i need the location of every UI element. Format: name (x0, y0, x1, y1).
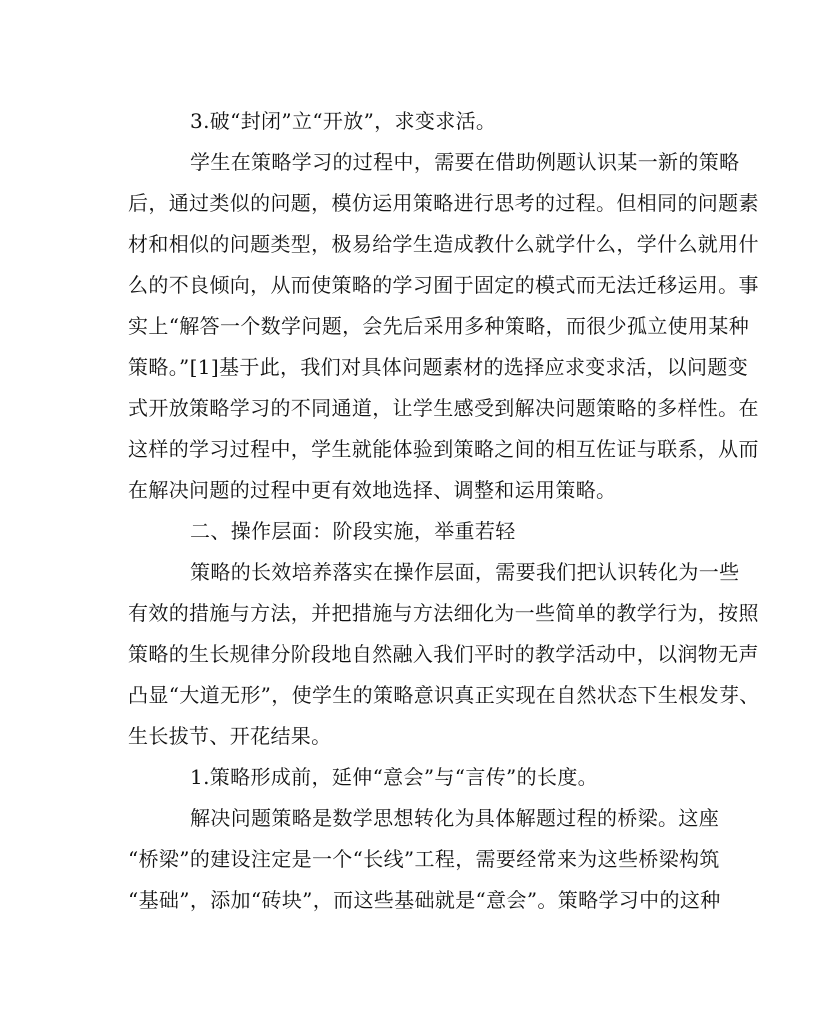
paragraph-line: 材和相似的问题类型，极易给学生造成教什么就学什么，学什么就用什 (128, 232, 759, 256)
paragraph-line: 解决问题策略是数学思想转化为具体解题过程的桥梁。这座 (190, 806, 720, 830)
paragraph-line: 式开放策略学习的不同通道，让学生感受到解决问题策略的多样性。在 (128, 396, 759, 420)
section-heading-2: 二、操作层面：阶段实施，举重若轻 (190, 519, 516, 543)
paragraph-line: 生长拔节、开花结果。 (128, 724, 332, 748)
paragraph-line: 策略的生长规律分阶段地自然融入我们平时的教学活动中，以润物无声 (128, 642, 759, 666)
paragraph-line: 后，通过类似的问题，模仿运用策略进行思考的过程。但相同的问题素 (128, 191, 759, 215)
paragraph-line: 凸显“大道无形”，使学生的策略意识真正实现在自然状态下生根发芽、 (128, 683, 760, 707)
paragraph-line: 这样的学习过程中，学生就能体验到策略之间的相互佐证与联系，从而 (128, 437, 759, 461)
paragraph-line: 实上“解答一个数学问题，会先后采用多种策略，而很少孤立使用某种 (128, 314, 750, 338)
section-heading-1: 1.策略形成前，延伸“意会”与“言传”的长度。 (190, 765, 599, 789)
paragraph-line: “基础”，添加“砖块”，而这些基础就是“意会”。策略学习中的这种 (128, 888, 721, 912)
paragraph-line: 策略的长效培养落实在操作层面，需要我们把认识转化为一些 (190, 560, 740, 584)
paragraph-line: 学生在策略学习的过程中，需要在借助例题认识某一新的策略 (190, 150, 740, 174)
paragraph-line: 么的不良倾向，从而使策略的学习囿于固定的模式而无法迁移运用。事 (128, 273, 759, 297)
section-heading-3: 3.破“封闭”立“开放”，求变求活。 (190, 109, 497, 133)
paragraph-line: 策略。”[1]基于此，我们对具体问题素材的选择应求变求活，以问题变 (128, 355, 749, 379)
paragraph-line: 有效的措施与方法，并把措施与方法细化为一些简单的教学行为，按照 (128, 601, 759, 625)
paragraph-line: 在解决问题的过程中更有效地选择、调整和运用策略。 (128, 478, 617, 502)
paragraph-line: “桥梁”的建设注定是一个“长线”工程，需要经常来为这些桥梁构筑 (128, 847, 720, 871)
